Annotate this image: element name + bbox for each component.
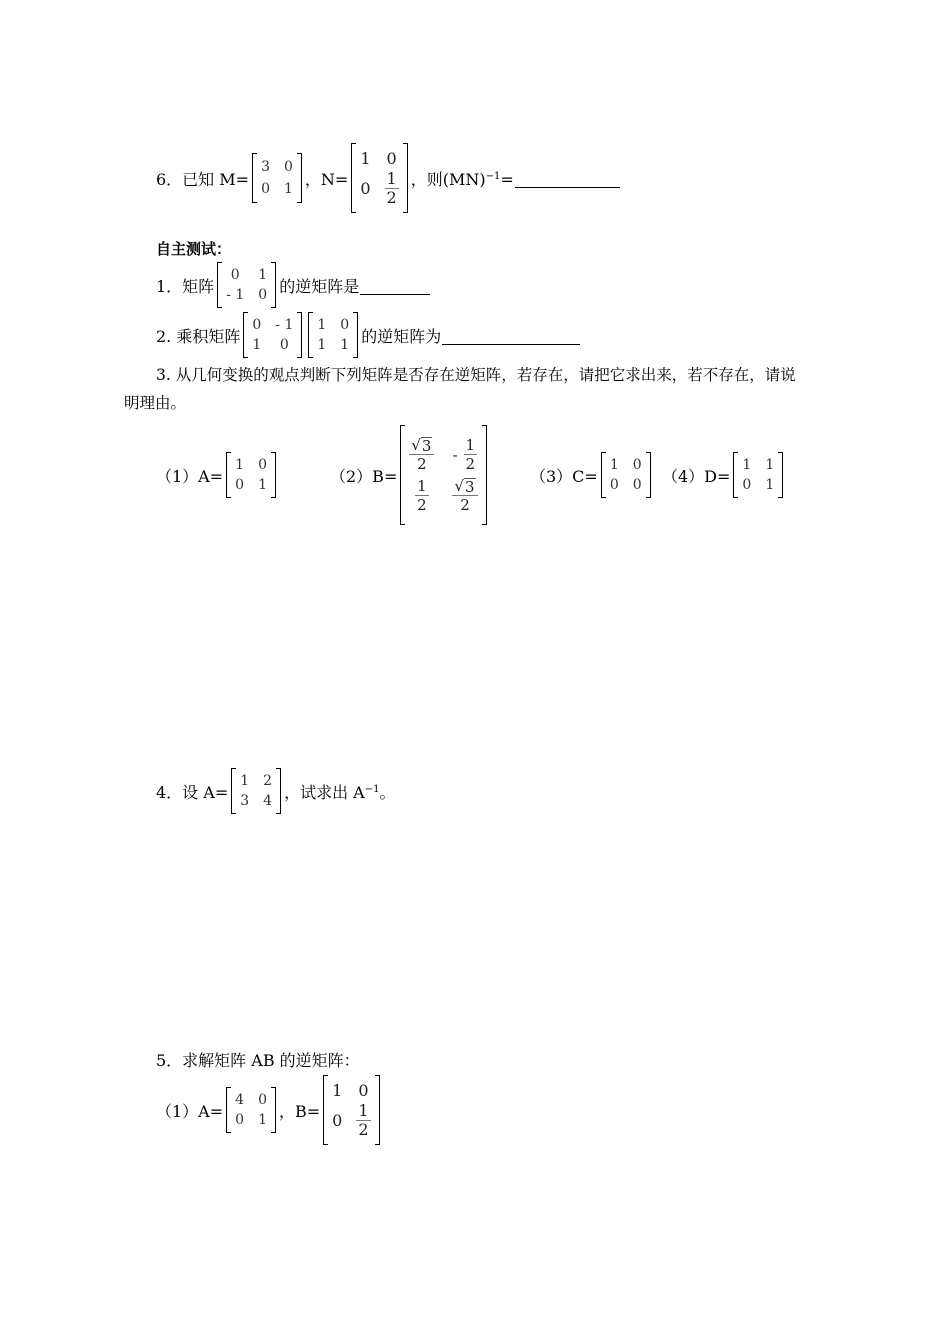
t1-suffix: 的逆矩阵是 <box>279 276 360 296</box>
test-2 <box>156 312 580 358</box>
t3-a-label: （1）A= <box>156 466 224 486</box>
t4-prefix: 4．设 A= <box>156 782 229 802</box>
section-heading: 自主测试： <box>156 240 232 258</box>
matrix-t3-d: 1 1 0 1 <box>733 452 783 498</box>
matrix-t4: 1 2 3 4 <box>231 768 281 814</box>
t4-mid: ，试求出 $A^{-1}$。 <box>284 782 396 802</box>
answer-blank-t2[interactable] <box>442 326 580 345</box>
test-5-title: 5．求解矩阵 AB 的逆矩阵： <box>156 1051 360 1070</box>
matrix-m: 3 0 0 1 <box>252 153 302 203</box>
t3-c-label: （3）C= <box>530 466 598 486</box>
matrix-t3-a: 1 0 0 1 <box>226 452 276 498</box>
matrix-t5-b: 1 0 0 $\frac{1}{2}$ <box>323 1075 379 1145</box>
test-5-part-1 <box>156 1074 383 1146</box>
matrix-t5-a: 4 0 0 1 <box>226 1087 276 1133</box>
test-3-text <box>124 361 844 417</box>
t5-a-label: （1）A= <box>156 1101 224 1121</box>
t3-line-2: 明理由。 <box>124 394 187 412</box>
t3-b-label: （2）B= <box>330 466 398 486</box>
matrix-t2-second: 1 0 1 1 <box>308 312 358 358</box>
t3-d-label: （4）D= <box>662 466 731 486</box>
t5-mid: ，B= <box>279 1101 321 1121</box>
matrix-n: 1 0 0 $\frac{1}{2}$ <box>351 143 407 213</box>
matrix-t2-first: 0 - 1 1 0 <box>243 312 302 358</box>
q6-then: ，则(MN)$^{-1}$= <box>410 169 514 189</box>
test-4 <box>156 768 396 814</box>
t3-matrix-a-row <box>156 452 279 498</box>
t3-matrix-d-row <box>662 452 786 498</box>
t3-matrix-b-row <box>330 424 490 526</box>
t3-line-1: 3. 从几何变换的观点判断下列矩阵是否存在逆矩阵，若存在，请把它求出来，若不存在，请说 <box>156 366 796 384</box>
t3-matrix-c-row <box>530 452 654 498</box>
matrix-t3-c: 1 0 0 0 <box>601 452 651 498</box>
question-6 <box>156 142 620 214</box>
test-1 <box>156 262 430 308</box>
matrix-t1: 0 1 - 1 0 <box>217 262 276 308</box>
answer-blank-q6[interactable] <box>515 169 620 188</box>
q6-mid: ，N= <box>304 169 349 189</box>
t1-prefix: 1．矩阵 <box>156 276 215 296</box>
q6-prefix: 6．已知 M= <box>156 169 250 189</box>
t2-suffix: 的逆矩阵为 <box>361 326 442 346</box>
t2-prefix: 2. 乘积矩阵 <box>156 326 241 346</box>
matrix-t3-b: √ 3 2 - $\frac{1}{2}$ $\frac{1}{2}$ √ 3 2 <box>400 425 486 525</box>
answer-blank-t1[interactable] <box>360 276 430 295</box>
